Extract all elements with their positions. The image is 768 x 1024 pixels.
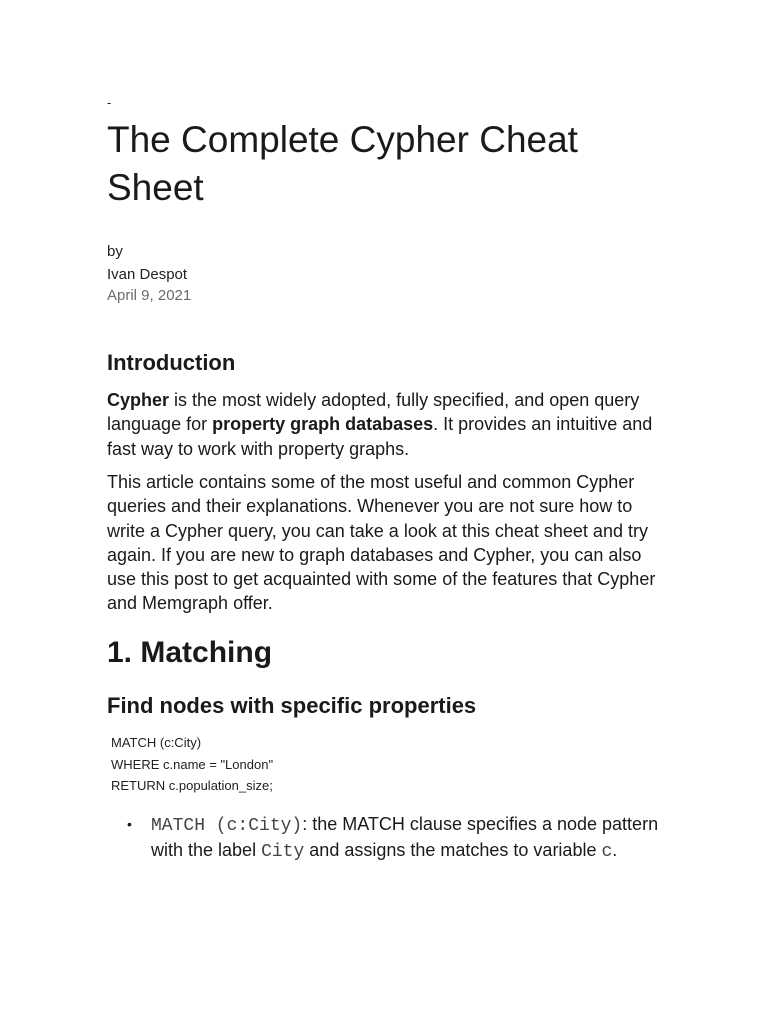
bullet-text: and assigns the matches to variable [304,840,602,861]
matching-heading: 1. Matching [107,636,273,669]
bullet-text: : the MATCH clause specifies a node pattern with the label [151,814,659,861]
intro-text-b: . It provides an intuitive and fast way to work with property graphs. [107,414,653,459]
author-name[interactable]: Ivan Despot [107,266,188,283]
list-item [107,812,667,865]
bullet-text: . [612,840,618,861]
code-line: WHERE c.name = "London" [111,756,274,772]
page-title: The Complete Cypher Cheat Sheet [107,119,578,208]
bullet-marker: • [127,816,132,832]
property-graph-term: property graph databases [212,414,434,435]
find-nodes-subheading: Find nodes with specific properties [107,693,477,718]
introduction-heading: Introduction [107,350,236,375]
cypher-term: Cypher [107,390,170,410]
byline [107,240,187,286]
by-label: by [107,243,123,260]
publish-date: April 9, 2021 [107,287,192,304]
intro-text-a: is the most widely adopted, fully specified, and open query language for [107,390,640,435]
code-line: RETURN c.population_size; [111,778,273,793]
header-dash: - [107,95,112,110]
inline-code: City [261,842,305,863]
inline-code: MATCH (c:City) [151,816,303,836]
intro-paragraph-1 [107,388,667,461]
intro-paragraph-2: This article contains some of the most useful and common Cypher queries and their explanations. Whenever you are not sure how to write a Cypher query, you can take a look at this cheat sheet and try again. If you are new to graph databases and Cypher, you can also use this post to get acquainted with some of the features that Cypher and Memgraph offer. [107,472,656,614]
inline-code: c [601,842,613,863]
code-block [111,732,273,797]
code-line: MATCH (c:City) [111,735,202,750]
explanation-list [107,812,667,865]
